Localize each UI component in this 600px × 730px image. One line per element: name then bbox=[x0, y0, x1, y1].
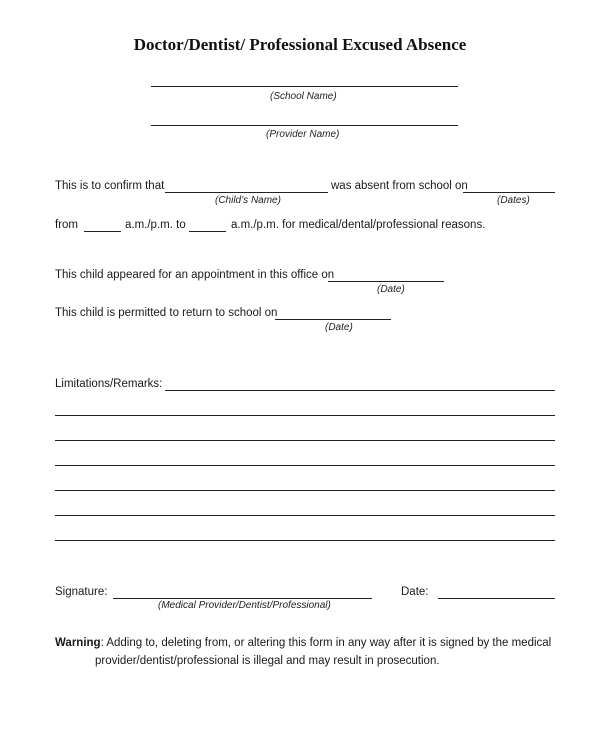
appointment-date-field[interactable] bbox=[328, 281, 444, 282]
date-label: Date: bbox=[401, 586, 429, 598]
signature-date-field[interactable] bbox=[438, 598, 555, 599]
return-text: This child is permitted to return to school on bbox=[55, 307, 278, 319]
ampm-reasons-text: a.m./p.m. for medical/dental/professional reasons. bbox=[231, 219, 486, 231]
remarks-line[interactable] bbox=[55, 415, 555, 416]
remarks-line[interactable] bbox=[55, 540, 555, 541]
absence-dates-field[interactable] bbox=[463, 192, 555, 193]
childs-name-field[interactable] bbox=[165, 192, 328, 193]
signature-label: Signature: bbox=[55, 586, 108, 598]
return-date-field[interactable] bbox=[275, 319, 391, 320]
signature-field[interactable] bbox=[113, 598, 372, 599]
school-name-caption: (School Name) bbox=[270, 91, 337, 102]
remarks-line[interactable] bbox=[55, 465, 555, 466]
to-time-field[interactable] bbox=[189, 231, 226, 232]
return-date-caption: (Date) bbox=[325, 322, 353, 333]
remarks-line[interactable] bbox=[55, 490, 555, 491]
confirm-middle-text: was absent from school on bbox=[331, 180, 468, 192]
limitations-line[interactable] bbox=[165, 390, 555, 391]
school-name-field[interactable] bbox=[151, 86, 458, 87]
warning-label: Warning bbox=[55, 637, 101, 649]
signature-caption: (Medical Provider/Dentist/Professional) bbox=[158, 600, 331, 611]
from-time-field[interactable] bbox=[84, 231, 121, 232]
childs-name-caption: (Child’s Name) bbox=[215, 195, 281, 206]
form-title: Doctor/Dentist/ Professional Excused Absence bbox=[133, 35, 467, 54]
limitations-label: Limitations/Remarks: bbox=[55, 378, 163, 390]
provider-name-field[interactable] bbox=[151, 125, 458, 126]
from-label: from bbox=[55, 219, 78, 231]
confirm-prefix-text: This is to confirm that bbox=[55, 180, 165, 192]
appointment-text: This child appeared for an appointment in this office on bbox=[55, 269, 335, 281]
remarks-line[interactable] bbox=[55, 440, 555, 441]
warning-line-1 bbox=[55, 634, 551, 652]
provider-name-caption: (Provider Name) bbox=[266, 129, 340, 140]
remarks-line[interactable] bbox=[55, 515, 555, 516]
ampm-to-text: a.m./p.m. to bbox=[125, 219, 186, 231]
warning-text-1: : Adding to, deleting from, or altering this form in any way after it is signed by the medical bbox=[100, 637, 552, 649]
appointment-date-caption: (Date) bbox=[377, 284, 405, 295]
warning-line-2: provider/dentist/professional is illegal and may result in prosecution. bbox=[95, 655, 440, 667]
dates-caption: (Dates) bbox=[497, 195, 530, 206]
